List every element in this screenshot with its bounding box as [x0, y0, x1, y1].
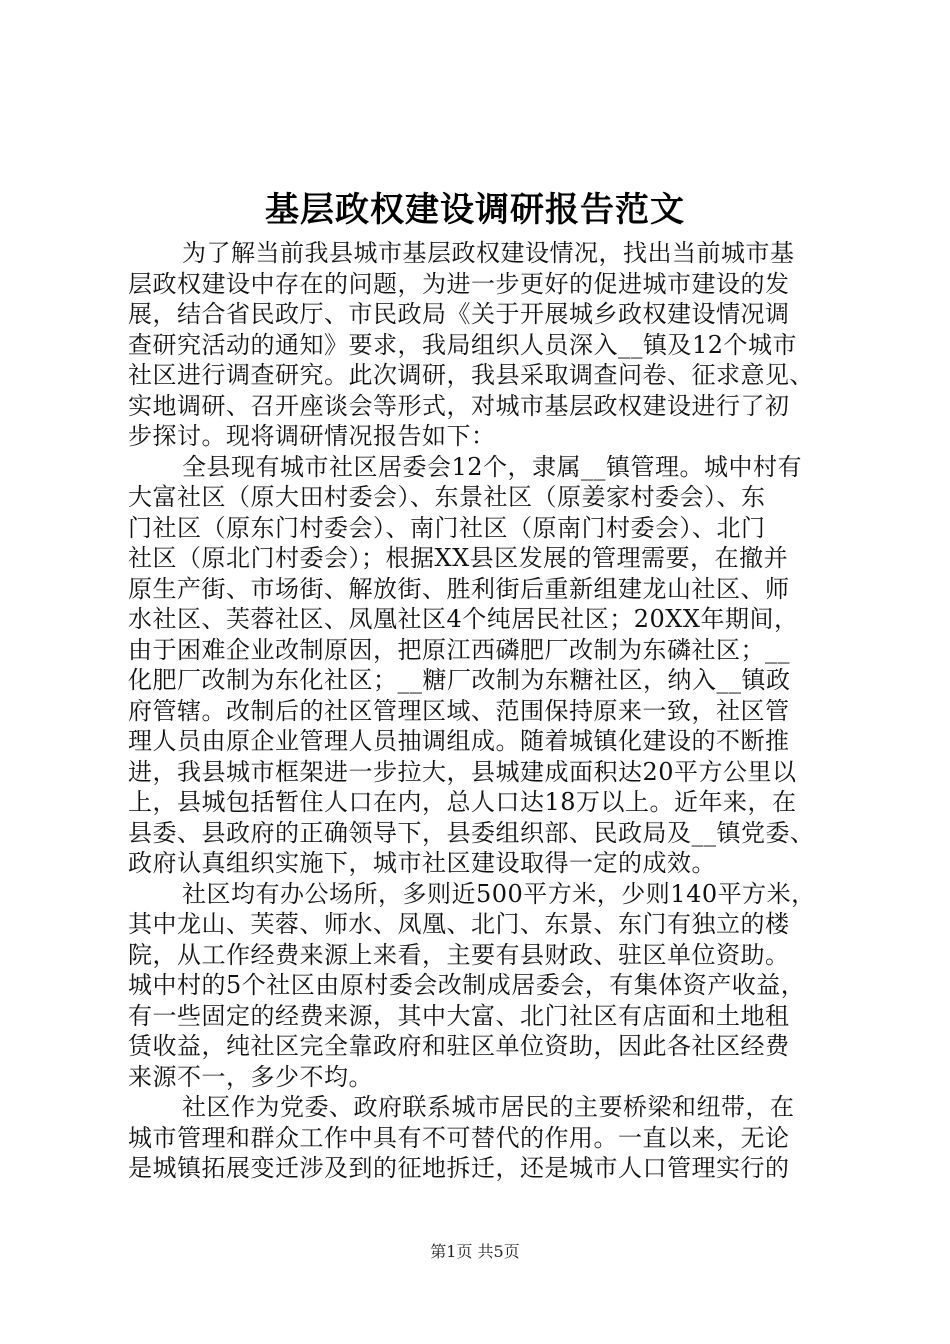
paragraph-3-line: 社区均有办公场所，多则近500平方米，少则140平方米， [182, 879, 816, 908]
paragraph-2-line: 进，我县城市框架进一步拉大，县城建成面积达20平方公里以 [128, 757, 797, 786]
paragraph-2-line: 大富社区（原大田村委会）、东景社区（原姜家村委会）、东 [128, 483, 766, 511]
paragraph-4-line: 社区作为党委、政府联系城市居民的主要桥梁和纽带，在 [182, 1093, 795, 1121]
paragraph-2-line: 水社区、芙蓉社区、凤凰社区4个纯居民社区；20XX年期间， [128, 605, 799, 633]
paragraph-2-line: 上，县城包括暂住人口在内，总人口达18万以上。近年来，在 [128, 788, 797, 816]
paragraph-3-line: 有一些固定的经费来源，其中大富、北门社区有店面和土地租 [128, 1001, 790, 1030]
paragraph-2-line: 社区（原北门村委会）；根据XX县区发展的管理需要，在撤并 [128, 544, 789, 572]
paragraph-2-line: 县委、县政府的正确领导下，县委组织部、民政局及__镇党委、 [128, 818, 815, 847]
paragraph-2-line: 府管辖。改制后的社区管理区域、范围保持原来一致，社区管 [128, 696, 790, 725]
paragraph-1-line: 社区进行调查研究。此次调研，我县采取调查问卷、征求意见、 [128, 361, 814, 389]
document-title: 基层政权建设调研报告范文 [265, 190, 685, 230]
paragraph-1-line: 查研究活动的通知》要求，我局组织人员深入__镇及12个城市 [128, 330, 798, 359]
paragraph-1-line: 实地调研、召开座谈会等形式，对城市基层政权建设进行了初 [128, 391, 790, 420]
paragraph-3-line: 其中龙山、芙蓉、师水、凤凰、北门、东景、东门有独立的楼 [128, 910, 790, 938]
paragraph-1-line: 步探讨。现将调研情况报告如下： [128, 422, 496, 450]
paragraph-2-line: 化肥厂改制为东化社区；__糖厂改制为东糖社区，纳入__镇政 [128, 666, 791, 694]
paragraph-2-line: 原生产街、市场街、解放街、胜利街后重新组建龙山社区、师 [128, 574, 790, 603]
paragraph-4-line: 城市管理和群众工作中具有不可替代的作用。一直以来，无论 [128, 1123, 790, 1152]
paragraph-2-line: 政府认真组织实施下，城市社区建设取得一定的成效。 [128, 849, 716, 877]
paragraph-3-line: 城中村的5个社区由原村委会改制成居委会，有集体资产收益， [128, 971, 806, 999]
paragraph-1-line: 层政权建设中存在的问题，为进一步更好的促进城市建设的发 [128, 269, 790, 298]
page-number-footer: 第1页 共5页 [430, 1242, 520, 1261]
paragraph-1-line: 为了解当前我县城市基层政权建设情况，找出当前城市基 [182, 239, 795, 267]
paragraph-1-line: 展，结合省民政厅、市民政局《关于开展城乡政权建设情况调 [128, 300, 790, 328]
paragraph-2-line: 门社区（原东门村委会）、南门社区（原南门村委会）、北门 [128, 513, 766, 542]
paragraph-3-line: 赁收益，纯社区完全靠政府和驻区单位资助，因此各社区经费 [128, 1032, 790, 1060]
paragraph-3-line: 来源不一，多少不均。 [128, 1062, 373, 1091]
paragraph-2-line: 理人员由原企业管理人员抽调组成。随着城镇化建设的不断推 [128, 727, 790, 755]
paragraph-4-line: 是城镇拓展变迁涉及到的征地拆迁，还是城市人口管理实行的 [128, 1154, 790, 1182]
document-body [128, 238, 828, 1184]
paragraph-2-line: 由于困难企业改制原因，把原江西磷肥厂改制为东磷社区；__ [128, 635, 790, 664]
paragraph-3-line: 院，从工作经费来源上来看，主要有县财政、驻区单位资助。 [128, 940, 790, 969]
paragraph-2-line: 全县现有城市社区居委会12个，隶属__镇管理。城中村有 [182, 452, 803, 481]
